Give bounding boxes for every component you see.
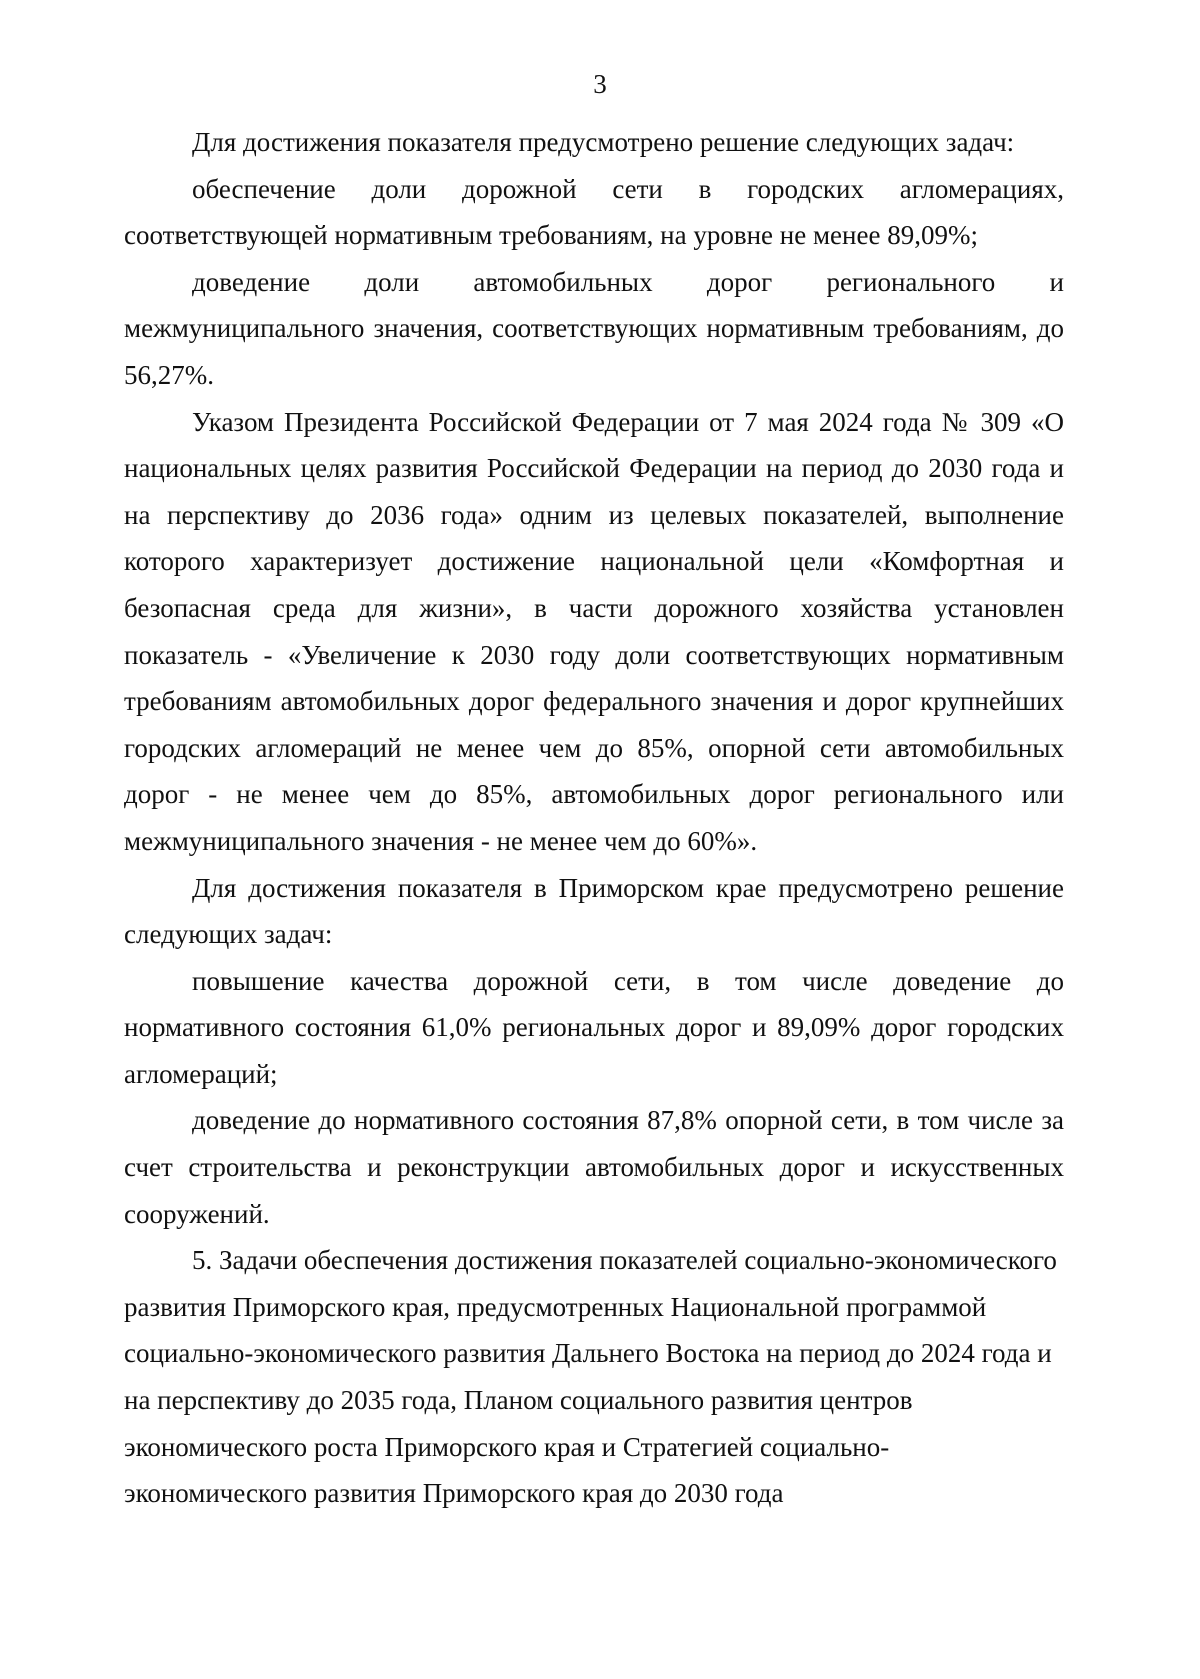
- paragraph-section-5: 5. Задачи обеспечения достижения показателей социально-экономического развития Приморского края, предусмотренных Национальной программой социально-экономического развития Дальнего Востока на период до 2024 года и на перспективу до 2035 года, Планом социального развития центров экономического роста Приморского края и Стратегией социально-экономического развития Приморского края до 2030 года: [124, 1245, 1057, 1509]
- paragraph-primorye-tasks-intro: Для достижения показателя в Приморском крае предусмотрено решение следующих задач:: [124, 872, 1064, 950]
- document-body: [124, 119, 1064, 1517]
- paragraph-regional-roads-share: доведение доли автомобильных дорог регионального и межмуниципального значения, соответствующих нормативным требованиям, до 56,27%.: [124, 266, 1064, 390]
- paragraph-presidential-decree: Указом Президента Российской Федерации от 7 мая 2024 года № 309 «О национальных целях развития Российской Федерации на период до 2030 года и на перспективу до 2036 года» одним из целевых показателей, выполнение которого характеризует достижение национальной цели «Комфортная и безопасная среда для жизни», в части дорожного хозяйства установлен показатель - «Увеличение к 2030 году доли соответствующих нормативным требованиям автомобильных дорог федерального значения и дорог крупнейших городских агломераций не менее чем до 85%, опорной сети автомобильных дорог - не менее чем до 85%, автомобильных дорог регионального или межмуниципального значения - не менее чем до 60%».: [124, 406, 1064, 856]
- page-number: 3: [593, 69, 607, 99]
- paragraph-road-quality: повышение качества дорожной сети, в том числе доведение до нормативного состояния 61,0% региональных дорог и 89,09% дорог городских агломераций;: [124, 965, 1064, 1089]
- paragraph-agglomeration-share: обеспечение доли дорожной сети в городских агломерациях, соответствующей нормативным требованиям, на уровне не менее 89,09%;: [124, 173, 1064, 251]
- paragraph-core-network: доведение до нормативного состояния 87,8% опорной сети, в том числе за счет строительства и реконструкции автомобильных дорог и искусственных сооружений.: [124, 1105, 1064, 1229]
- paragraph-tasks-intro: Для достижения показателя предусмотрено решение следующих задач:: [192, 127, 1015, 157]
